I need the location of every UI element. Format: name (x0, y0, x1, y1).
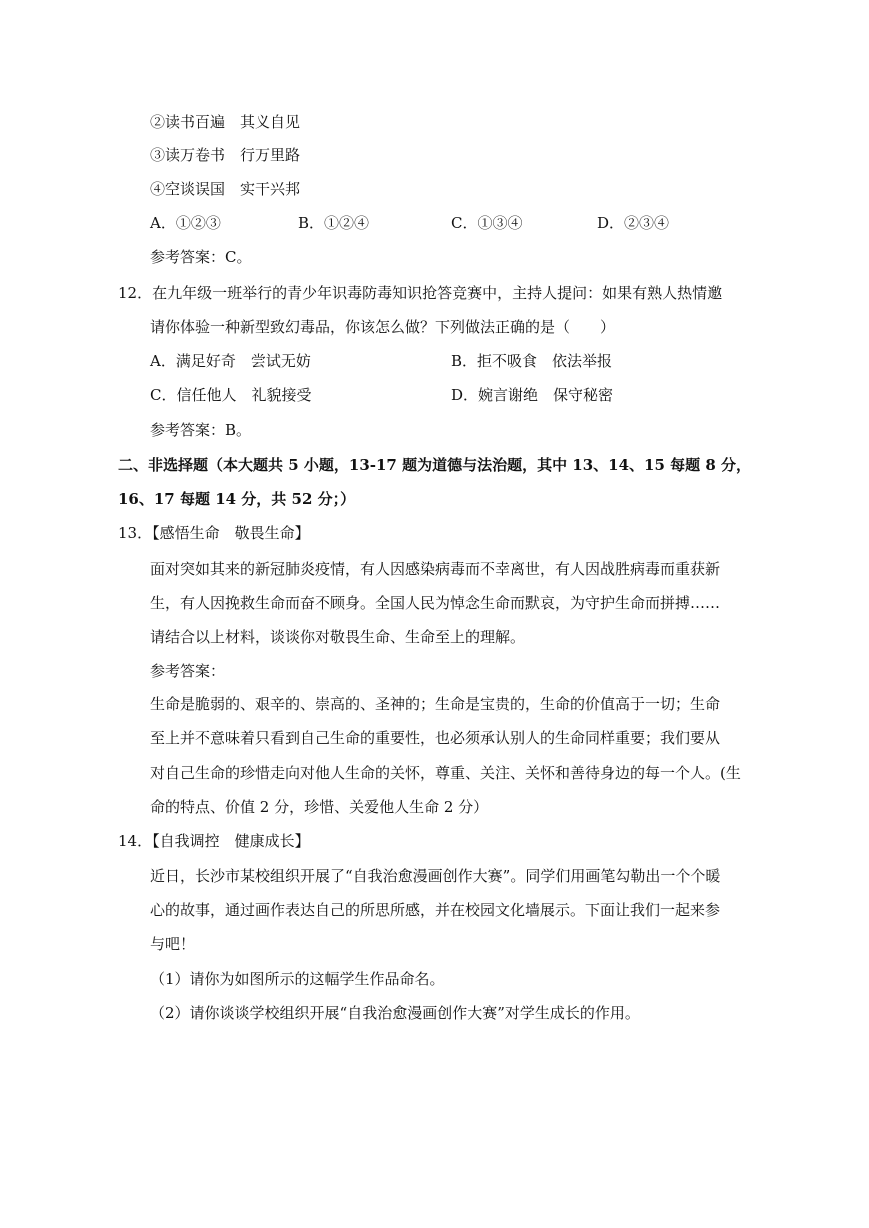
q11-item-3: ③读万卷书 行万里路 (150, 146, 301, 164)
q12-stem-line2: 请你体验一种新型致幻毒品，你该怎么做？下列做法正确的是（ ） (150, 318, 616, 336)
section2-heading-line2: 16、17 每题 14 分，共 52 分；） (118, 490, 356, 508)
q11-option-d: D．②③④ (597, 214, 670, 232)
q12-option-d: D．婉言谢绝 保守秘密 (451, 386, 614, 404)
q12-option-b: B．拒不吸食 依法举报 (451, 352, 613, 370)
q13-material-line3: 请结合以上材料，谈谈你对敬畏生命、生命至上的理解。 (150, 628, 526, 646)
q13-material-line1: 面对突如其来的新冠肺炎疫情，有人因感染病毒而不幸离世，有人因战胜病毒而重获新 (150, 560, 721, 578)
q14-title: 14．【自我调控 健康成长】 (118, 832, 310, 850)
q11-option-b: B．①②④ (298, 214, 370, 232)
q14-material-line3: 与吧！ (150, 935, 196, 953)
q14-question-1: （1）请你为如图所示的这幅学生作品命名。 (150, 970, 445, 988)
q12-option-c: C．信任他人 礼貌接受 (150, 386, 312, 404)
q13-answer-line3: 对自己生命的珍惜走向对他人生命的关怀，尊重、关注、关怀和善待身边的每一个人。(生 (150, 764, 741, 782)
q14-question-2: （2）请你谈谈学校组织开展“自我治愈漫画创作大赛”对学生成长的作用。 (150, 1004, 640, 1022)
q11-option-a: A．①②③ (150, 214, 221, 232)
q11-item-4: ④空谈误国 实干兴邦 (150, 180, 301, 198)
q11-item-2: ②读书百遍 其义自见 (150, 113, 301, 131)
q13-answer-line1: 生命是脆弱的、艰辛的、崇高的、圣神的；生命是宝贵的，生命的价值高于一切；生命 (150, 695, 721, 713)
q13-answer-label: 参考答案： (150, 662, 226, 680)
q13-material-line2: 生，有人因挽救生命而奋不顾身。全国人民为悼念生命而默哀，为守护生命而拼搏…… (150, 594, 721, 612)
q13-answer-line4: 命的特点、价值 2 分，珍惜、关爱他人生命 2 分） (150, 798, 489, 816)
q12-stem-line1: 12．在九年级一班举行的青少年识毒防毒知识抢答竞赛中，主持人提问：如果有熟人热情邀 (118, 284, 723, 302)
q11-answer: 参考答案：C。 (150, 248, 252, 266)
q13-answer-line2: 至上并不意味着只看到自己生命的重要性，也必须承认别人的生命同样重要；我们要从 (150, 729, 721, 747)
q13-title: 13．【感悟生命 敬畏生命】 (118, 524, 310, 542)
q14-material-line1: 近日，长沙市某校组织开展了“自我治愈漫画创作大赛”。同学们用画笔勾勒出一个个暖 (150, 867, 721, 885)
q11-options (150, 213, 710, 233)
q11-option-c: C．①③④ (451, 214, 523, 232)
q12-answer: 参考答案：B。 (150, 421, 252, 439)
q12-option-a: A．满足好奇 尝试无妨 (150, 352, 311, 370)
q14-material-line2: 心的故事，通过画作表达自己的所思所感，并在校园文化墙展示。下面让我们一起来参 (150, 901, 721, 919)
q12-options-row1 (150, 351, 750, 371)
section2-heading-line1: 二、非选择题（本大题共 5 小题，13-17 题为道德与法治题，其中 13、14、15 每题 8 分， (118, 456, 752, 474)
q12-options-row2 (150, 385, 750, 405)
